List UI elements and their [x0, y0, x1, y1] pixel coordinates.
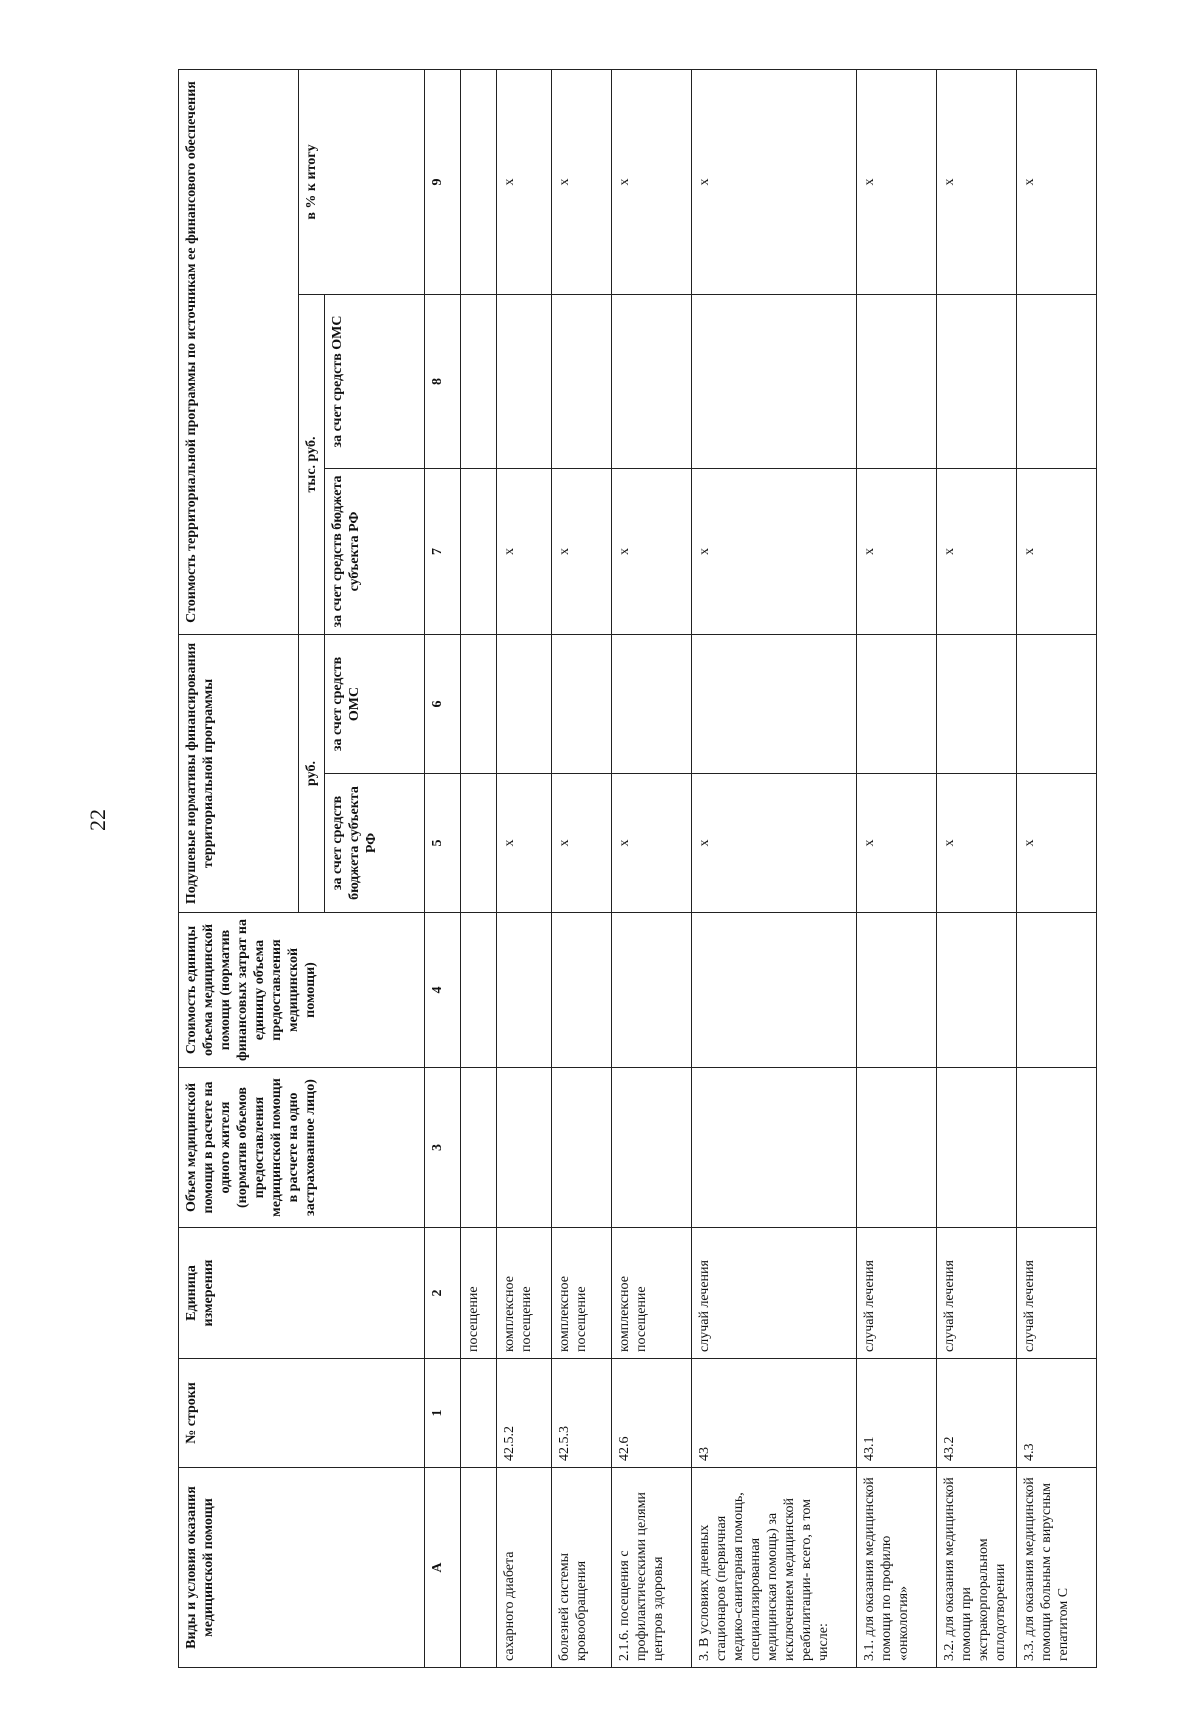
colnum-6: 6 — [425, 635, 461, 774]
row-number: 42.5.2 — [497, 1359, 552, 1468]
table-row — [461, 69, 497, 1667]
row-kind: 3.1. для оказания медицинской помощи по профилю «онкология» — [857, 1468, 937, 1668]
header-group-norm: Подушевые нормативы финансирования территориальной программы — [179, 635, 299, 913]
row-norm-budget: х — [692, 774, 857, 913]
header-col-3: Объем медицинской помощи в расчете на одного жителя (норматив объемов предоставления медицинской помощи в расчете на одно застрахованное лицо) — [179, 1068, 425, 1228]
row-cost-budget: х — [937, 469, 1017, 635]
colnum-5: 5 — [425, 774, 461, 913]
row-norm-budget: х — [552, 774, 612, 913]
table-row — [937, 69, 1017, 1667]
row-norm-budget: х — [937, 774, 1017, 913]
header-col-8: за счет средств ОМС — [325, 295, 425, 469]
colnum-8: 8 — [425, 295, 461, 469]
row-volume — [692, 1068, 857, 1228]
colnum-3: 3 — [425, 1068, 461, 1228]
row-norm-oms — [692, 635, 857, 774]
row-number: 43.1 — [857, 1359, 937, 1468]
row-cost-oms — [857, 295, 937, 469]
row-norm-oms — [857, 635, 937, 774]
row-percent: х — [937, 69, 1017, 294]
table-row — [857, 69, 937, 1667]
row-cost-budget: х — [1017, 469, 1097, 635]
row-norm-budget — [461, 774, 497, 913]
row-volume — [937, 1068, 1017, 1228]
row-volume — [497, 1068, 552, 1228]
header-col-2: Единица измерения — [179, 1228, 425, 1359]
row-volume — [612, 1068, 692, 1228]
row-cost-oms — [461, 295, 497, 469]
row-unit-cost — [461, 913, 497, 1068]
row-unit-cost — [857, 913, 937, 1068]
colnum-9: 9 — [425, 69, 461, 294]
header-group-cost: Стоимость территориальной программы по источникам ее финансового обеспечения — [179, 69, 299, 634]
row-cost-budget: х — [692, 469, 857, 635]
colnum-a: А — [425, 1468, 461, 1668]
row-norm-oms — [497, 635, 552, 774]
row-unit-cost — [1017, 913, 1097, 1068]
row-unit: комплексное посещение — [552, 1228, 612, 1359]
colnum-7: 7 — [425, 469, 461, 635]
row-norm-oms — [461, 635, 497, 774]
row-kind: 3. В условиях дневных стационаров (первичная медико-санитарная помощь, специализированная медицинская помощь) за исключением медицинской реабилитации- всего, в том числе: — [692, 1468, 857, 1668]
row-unit-cost — [937, 913, 1017, 1068]
row-norm-budget: х — [497, 774, 552, 913]
row-kind: 2.1.6. посещения с профилактическими целями центров здоровья — [612, 1468, 692, 1668]
row-norm-oms — [552, 635, 612, 774]
row-number: 43.2 — [937, 1359, 1017, 1468]
row-norm-budget: х — [857, 774, 937, 913]
row-unit: комплексное посещение — [497, 1228, 552, 1359]
header-unit-thous: тыс. руб. — [299, 295, 325, 635]
row-number: 42.6 — [612, 1359, 692, 1468]
row-volume — [857, 1068, 937, 1228]
row-number — [461, 1359, 497, 1468]
row-unit-cost — [497, 913, 552, 1068]
row-volume — [552, 1068, 612, 1228]
table-row — [552, 69, 612, 1667]
row-cost-budget: х — [552, 469, 612, 635]
row-cost-budget: х — [857, 469, 937, 635]
rotated-table-container — [178, 70, 1083, 1668]
row-cost-oms — [552, 295, 612, 469]
header-col-7: за счет средств бюджета субъекта РФ — [325, 469, 425, 635]
row-number: 4.3 — [1017, 1359, 1097, 1468]
row-volume — [461, 1068, 497, 1228]
row-norm-oms — [937, 635, 1017, 774]
table-row — [612, 69, 692, 1667]
row-norm-budget: х — [1017, 774, 1097, 913]
row-percent: х — [857, 69, 937, 294]
row-percent: х — [497, 69, 552, 294]
row-unit: комплексное посещение — [612, 1228, 692, 1359]
header-unit-rub: руб. — [299, 635, 325, 913]
row-percent — [461, 69, 497, 294]
row-unit: случай лечения — [857, 1228, 937, 1359]
row-volume — [1017, 1068, 1097, 1228]
header-col-9: в % к итогу — [299, 69, 425, 294]
row-unit-cost — [612, 913, 692, 1068]
row-number: 42.5.3 — [552, 1359, 612, 1468]
row-cost-budget — [461, 469, 497, 635]
row-cost-oms — [1017, 295, 1097, 469]
row-norm-oms — [612, 635, 692, 774]
row-percent: х — [1017, 69, 1097, 294]
row-unit-cost — [552, 913, 612, 1068]
row-kind: сахарного диабета — [497, 1468, 552, 1668]
header-col-4: Стоимость единицы объема медицинской помощи (норматив финансовых затрат на единицу объема предоставления медицинской помощи) — [179, 913, 425, 1068]
row-unit-cost — [692, 913, 857, 1068]
row-kind: 3.2. для оказания медицинской помощи при экстракорпоральном оплодотворении — [937, 1468, 1017, 1668]
row-number: 43 — [692, 1359, 857, 1468]
row-cost-oms — [937, 295, 1017, 469]
header-col-1: № строки — [179, 1359, 425, 1468]
financing-table — [178, 69, 1097, 1668]
row-kind: 3.3. для оказания медицинской помощи больным с вирусным гепатитом С — [1017, 1468, 1097, 1668]
row-unit: посещение — [461, 1228, 497, 1359]
row-cost-oms — [692, 295, 857, 469]
row-kind: болезней системы кровообращения — [552, 1468, 612, 1668]
row-unit: случай лечения — [692, 1228, 857, 1359]
table-row — [1017, 69, 1097, 1667]
row-percent: х — [552, 69, 612, 294]
row-norm-budget: х — [612, 774, 692, 913]
row-cost-oms — [612, 295, 692, 469]
row-percent: х — [612, 69, 692, 294]
row-percent: х — [692, 69, 857, 294]
header-col-a: Виды и условия оказания медицинской помощи — [179, 1468, 425, 1668]
row-cost-budget: х — [497, 469, 552, 635]
row-unit: случай лечения — [1017, 1228, 1097, 1359]
page-number: 22 — [85, 809, 110, 831]
table-row — [692, 69, 857, 1667]
header-col-6: за счет средств ОМС — [325, 635, 425, 774]
colnum-2: 2 — [425, 1228, 461, 1359]
colnum-1: 1 — [425, 1359, 461, 1468]
colnum-4: 4 — [425, 913, 461, 1068]
row-cost-budget: х — [612, 469, 692, 635]
row-norm-oms — [1017, 635, 1097, 774]
table-row — [497, 69, 552, 1667]
row-unit: случай лечения — [937, 1228, 1017, 1359]
row-kind — [461, 1468, 497, 1668]
header-col-5: за счет средств бюджета субъекта РФ — [325, 774, 425, 913]
row-cost-oms — [497, 295, 552, 469]
